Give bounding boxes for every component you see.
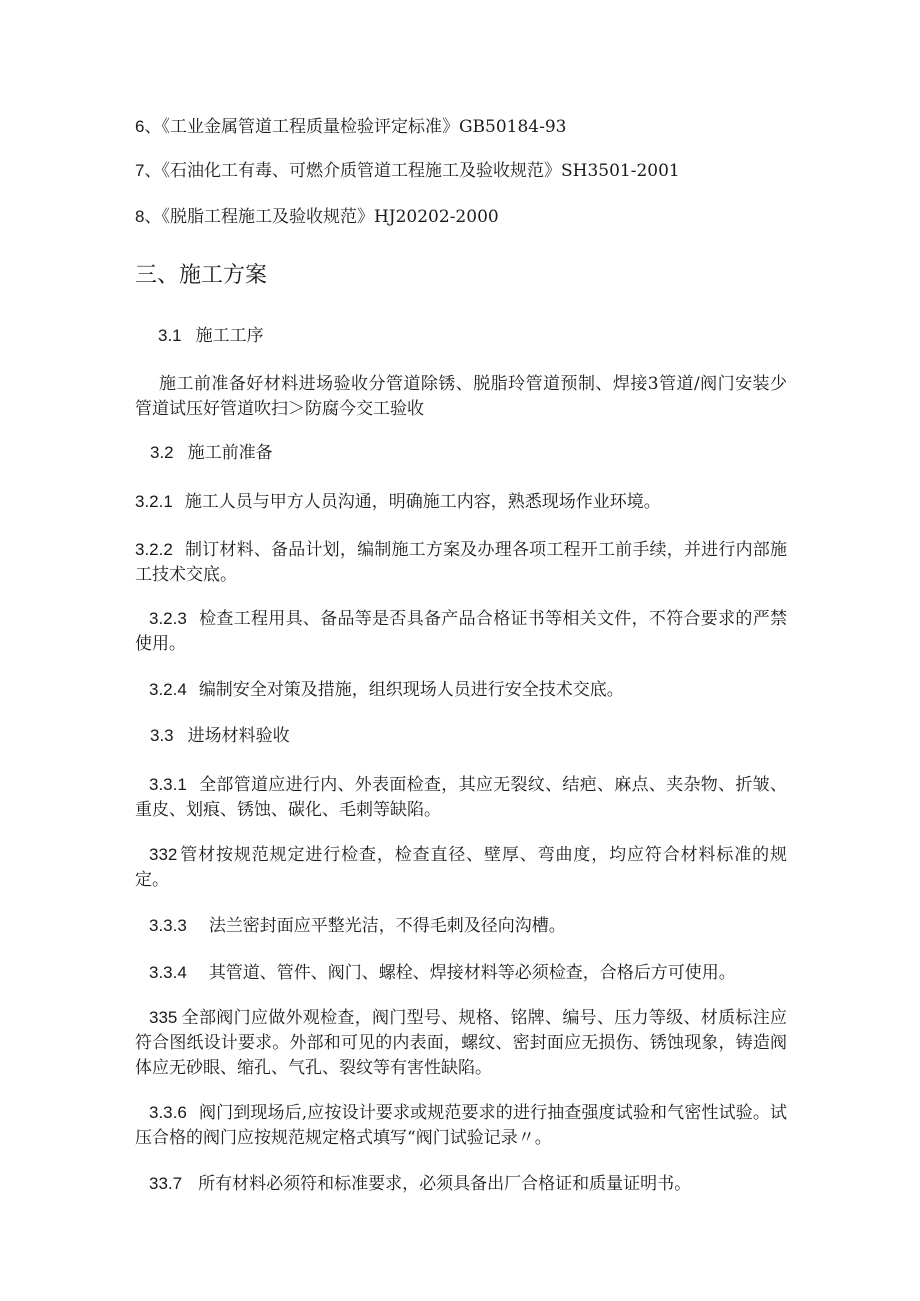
paragraph-3-2-4: 3.2.4 编制安全对策及措施，组织现场人员进行安全技术交底。 xyxy=(149,680,624,700)
paragraph-3-3-4: 3.3.4 其管道、管件、阀门、螺栓、焊接材料等必须检查，合格后方可使用。 xyxy=(149,963,736,983)
paragraph-3-2-1: 3.2.1 施工人员与甲方人员沟通，明确施工内容，熟悉现场作业环境。 xyxy=(135,492,661,512)
paragraph-3-3-6: 3.3.6 阀门到现场后,应按设计要求或规范要求的进行抽查强度试验和气密性试验。试压合格的阀门应按规范规定格式填写“阀门试验记录〃。 xyxy=(135,1103,787,1148)
subsection-3-2: 3.2 施工前准备 xyxy=(150,443,273,463)
paragraph-3-3-5: 335 全部阀门应做外观检查，阀门型号、规格、铭牌、编号、压力等级、材质标注应符合图纸设计要求。外部和可见的内表面，螺纹、密封面应无损伤、锈蚀现象，铸造阀体应无砂眼、缩孔、气孔、裂纹等有害性缺陷。 xyxy=(135,1008,787,1078)
reference-item-7: 7、《石油化工有毒、可燃介质管道工程施工及验收规范》SH3501-2001 xyxy=(135,161,680,181)
reference-item-8: 8、《脱脂工程施工及验收规范》HJ20202-2000 xyxy=(135,207,499,227)
paragraph-3-3-7: 33.7 所有材料必须符和标准要求，必须具备出厂合格证和质量证明书。 xyxy=(149,1174,692,1194)
reference-item-6: 6、《工业金属管道工程质量检验评定标准》GB50184-93 xyxy=(135,117,567,137)
paragraph-3-2-2: 3.2.2 制订材料、备品计划，编制施工方案及办理各项工程开工前手续，并进行内部施工技术交底。 xyxy=(135,540,787,585)
paragraph-3-3-1: 3.3.1 全部管道应进行内、外表面检查，其应无裂纹、结疤、麻点、夹杂物、折皱、重皮、划痕、锈蚀、碳化、毛刺等缺陷。 xyxy=(135,775,787,820)
paragraph-3-3-3: 3.3.3 法兰密封面应平整光洁，不得毛刺及径向沟槽。 xyxy=(149,916,566,936)
paragraph-3-1-body: 施工前准备好材料进场验收分管道除锈、脱脂玲管道预制、焊接3管道/阀门安装少管道试压好管道吹扫＞防腐今交工验收 xyxy=(135,374,787,419)
subsection-3-3: 3.3 进场材料验收 xyxy=(150,726,290,746)
paragraph-3-2-3: 3.2.3 检查工程用具、备品等是否具备产品合格证书等相关文件，不符合要求的严禁使用。 xyxy=(135,609,787,654)
subsection-3-1: 3.1 施工工序 xyxy=(158,326,264,346)
paragraph-3-3-2: 332 管材按规范规定进行检查，检查直径、壁厚、弯曲度，均应符合材料标准的规定。 xyxy=(135,845,787,890)
section-title: 三、施工方案 xyxy=(135,263,268,288)
